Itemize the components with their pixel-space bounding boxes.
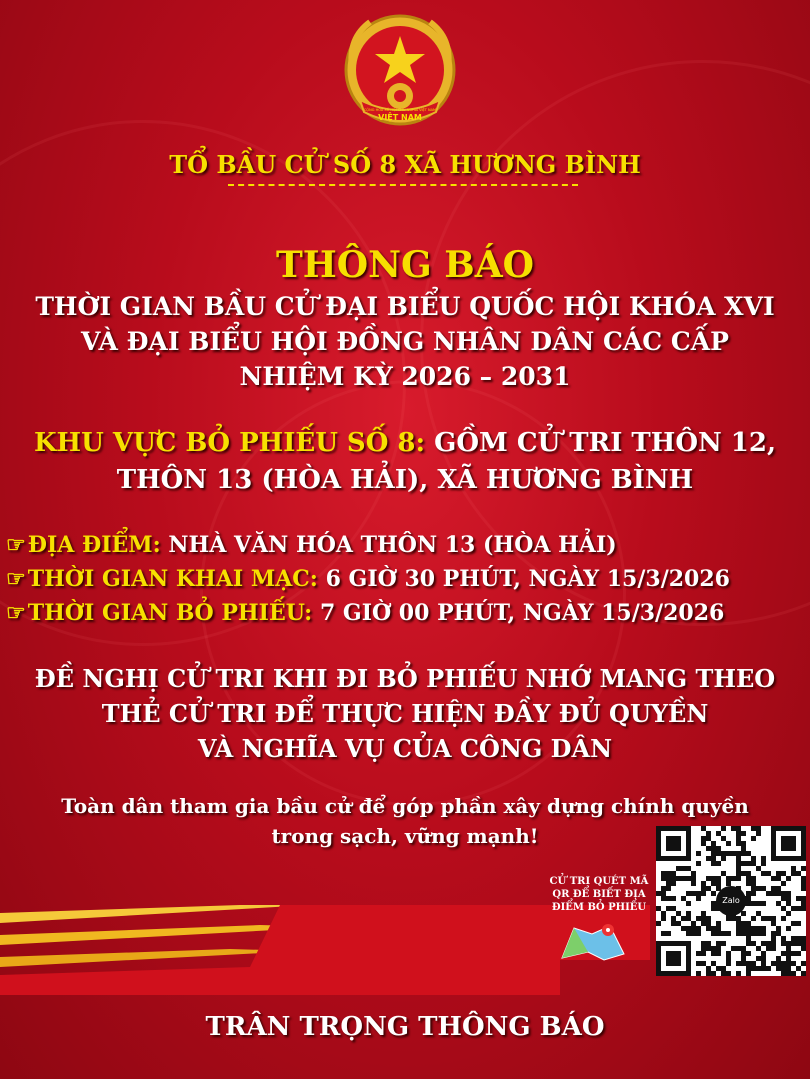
detail-location <box>6 532 617 558</box>
divider <box>228 184 578 186</box>
notice-line-2: VÀ ĐẠI BIỂU HỘI ĐỒNG NHÂN DÂN CÁC CẤP <box>81 327 729 356</box>
request-line-2: THẺ CỬ TRI ĐỂ THỰC HIỆN ĐẦY ĐỦ QUYỀN <box>101 699 709 728</box>
voting-area-label: KHU VỰC BỎ PHIẾU SỐ 8: <box>33 428 426 458</box>
voting-area <box>0 428 810 458</box>
map-icon <box>560 918 626 962</box>
closing-text: TRÂN TRỌNG THÔNG BÁO <box>205 1012 605 1042</box>
pointing-hand-icon: ☞ <box>6 600 26 626</box>
request-line-3: VÀ NGHĨA VỤ CỦA CÔNG DÂN <box>197 734 613 763</box>
emblem-ring-text: CỘNG HÒA XÃ HỘI CHỦ NGHĨA VIỆT NAM <box>363 108 437 112</box>
qr-label: CỬ TRI QUÉT MÃ QR ĐỂ BIẾT ĐỊA ĐIỂM BỎ PHIẾU <box>549 876 649 913</box>
emblem-gear-icon <box>387 83 413 109</box>
detail-value: 7 GIỜ 00 PHÚT, NGÀY 15/3/2026 <box>319 600 725 626</box>
notice-title: THÔNG BÁO <box>275 244 535 286</box>
slogan-line-2: trong sạch, vững mạnh! <box>271 824 539 848</box>
qr-code[interactable] <box>656 826 806 976</box>
voting-area-value: GỒM CỬ TRI THÔN 12, <box>434 428 777 458</box>
emblem-ribbon-text: VIỆT NAM <box>378 113 422 122</box>
zalo-logo-icon: Zalo <box>716 886 746 916</box>
voting-area-value-2: THÔN 13 (HÒA HẢI), XÃ HƯƠNG BÌNH <box>116 465 694 495</box>
notice-line-1: THỜI GIAN BẦU CỬ ĐẠI BIỂU QUỐC HỘI KHÓA XVI <box>35 292 775 321</box>
detail-voting-time <box>6 600 724 626</box>
notice-line-3: NHIỆM KỲ 2026 – 2031 <box>239 362 571 391</box>
detail-value: NHÀ VĂN HÓA THÔN 13 (HÒA HẢI) <box>168 532 617 558</box>
pointing-hand-icon: ☞ <box>6 566 26 592</box>
national-emblem-icon <box>330 8 470 148</box>
request-line-1: ĐỀ NGHỊ CỬ TRI KHI ĐI BỎ PHIẾU NHỚ MANG THEO <box>34 664 776 693</box>
detail-value: 6 GIỜ 30 PHÚT, NGÀY 15/3/2026 <box>325 566 730 592</box>
detail-label: THỜI GIAN BỎ PHIẾU: <box>27 600 313 626</box>
organization-name: TỔ BẦU CỬ SỐ 8 XÃ HƯƠNG BÌNH <box>169 150 641 179</box>
slogan-line-1: Toàn dân tham gia bầu cử để góp phần xây dựng chính quyền <box>61 794 749 818</box>
detail-label: THỜI GIAN KHAI MẠC: <box>27 566 318 592</box>
detail-opening-time <box>6 566 730 592</box>
detail-label: ĐỊA ĐIỂM: <box>27 532 161 558</box>
pointing-hand-icon: ☞ <box>6 532 26 558</box>
